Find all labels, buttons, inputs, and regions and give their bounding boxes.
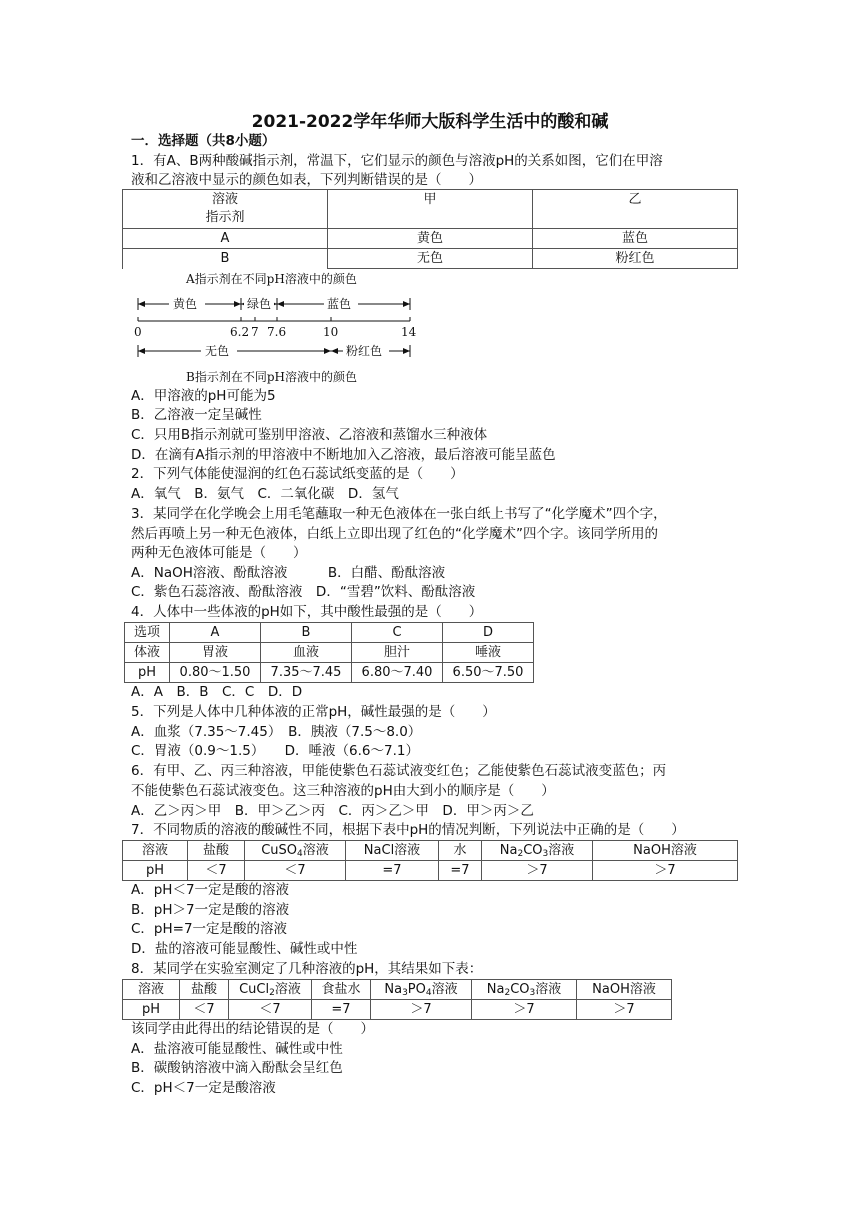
table-cell: ＞7 [593, 861, 738, 881]
diagram-top-caption: A指示剂在不同pH溶液中的颜色 [186, 272, 357, 286]
q7-option-a: A．pH＜7一定是酸的溶液 [131, 882, 290, 898]
table-cell: =7 [439, 861, 482, 881]
q2-stem: 2．下列气体能使湿润的红色石蕊试纸变蓝的是（ ） [131, 466, 464, 482]
table-cell: =7 [346, 861, 439, 881]
q2-options: A．氧气 B．氨气 C．二氧化碳 D．氢气 [131, 486, 399, 502]
q8-option-c: C．pH＜7一定是酸溶液 [131, 1080, 276, 1096]
table-cell: C [352, 623, 443, 643]
table-cell: ＞7 [577, 1000, 672, 1020]
q7-table [122, 840, 738, 881]
table-cell: pH [125, 663, 170, 683]
b-label-colorless: 无色 [205, 344, 230, 358]
table-cell: D [443, 623, 534, 643]
table-cell: 黄色 [328, 229, 533, 249]
q5-stem: 5．下列是人体中几种体液的正常pH，碱性最强的是（ ） [131, 704, 496, 720]
q7-option-b: B．pH＞7一定是酸的溶液 [131, 902, 290, 918]
table-row [123, 229, 738, 249]
table-cell: CuSO$_4$溶液 [245, 841, 346, 861]
q1-stem-line2: 液和乙溶液中显示的颜色如表，下列判断错误的是（ ） [131, 172, 482, 188]
diagram-bottom-caption: B指示剂在不同pH溶液中的颜色 [186, 370, 357, 384]
table-row [125, 643, 534, 663]
table-row [125, 663, 534, 683]
table-row [123, 1000, 672, 1020]
table-cell: 唾液 [443, 643, 534, 663]
table-row [123, 190, 738, 229]
q7-stem: 7．不同物质的溶液的酸碱性不同，根据下表中pH的情况判断，下列说法中正确的是（ ） [131, 822, 685, 838]
table-cell: 蓝色 [533, 229, 738, 249]
table-row [123, 841, 738, 861]
table-row [123, 249, 738, 269]
a-label-yellow: 黄色 [173, 297, 198, 311]
table-cell: 溶液 [123, 980, 180, 1000]
table-row [123, 980, 672, 1000]
q3-line1: 3．某同学在化学晚会上用毛笔蘸取一种无色液体在一张白纸上书写了“化学魔术”四个字， [131, 506, 667, 522]
q8-option-a: A．盐溶液可能显酸性、碱性或中性 [131, 1041, 343, 1057]
table-header-cell: 乙 [533, 190, 738, 229]
q1-table [122, 189, 738, 269]
q7-option-c: C．pH=7一定是酸的溶液 [131, 921, 288, 937]
tick-label: 7 [251, 325, 259, 339]
b-label-pink: 粉红色 [346, 344, 383, 358]
table-cell: 选项 [125, 623, 170, 643]
table-header-cell: 甲 [328, 190, 533, 229]
q1-option-b: B．乙溶液一定呈碱性 [131, 407, 262, 423]
q8-table [122, 979, 672, 1020]
table-cell: ＜7 [188, 861, 245, 881]
table-cell: ＞7 [482, 861, 593, 881]
table-cell: ＜7 [229, 1000, 312, 1020]
table-cell: A [123, 229, 328, 249]
table-cell: 盐酸 [180, 980, 229, 1000]
a-label-green: 绿色 [247, 297, 272, 311]
table-cell: 水 [439, 841, 482, 861]
page-title: 2021-2022学年华师大版科学生活中的酸和碱 [251, 112, 609, 132]
q5-options-2: C．胃液（0.9～1.5） D．唾液（6.6～7.1） [131, 743, 419, 759]
table-cell: 食盐水 [312, 980, 371, 1000]
q1-option-c: C．只用B指示剂就可鉴别甲溶液、乙溶液和蒸馏水三种液体 [131, 427, 488, 443]
q8-after-table: 该同学由此得出的结论错误的是（ ） [131, 1021, 374, 1037]
q3-options-2: C．紫色石蕊溶液、酚酞溶液 D．“雪碧”饮料、酚酞溶液 [131, 584, 476, 600]
table-cell: 0.80～1.50 [170, 663, 261, 683]
table-cell: pH [123, 1000, 180, 1020]
table-cell: 盐酸 [188, 841, 245, 861]
q6-line1: 6．有甲、乙、丙三种溶液，甲能使紫色石蕊试液变红色；乙能使紫色石蕊试液变蓝色；丙 [131, 763, 667, 779]
q5-options-1: A．血浆（7.35～7.45） B．胰液（7.5～8.0） [131, 724, 422, 740]
table-cell: CuCl$_2$溶液 [229, 980, 312, 1000]
tick-label: 14 [401, 325, 417, 339]
header-top: 溶液 [211, 192, 238, 207]
tick-label: 6.2 [230, 325, 250, 339]
table-cell: NaOH溶液 [577, 980, 672, 1000]
q8-stem: 8．某同学在实验室测定了几种溶液的pH，其结果如下表： [131, 961, 483, 977]
table-cell: 血液 [261, 643, 352, 663]
indicator-ph-diagram [131, 268, 421, 388]
q3-line3: 两种无色液体可能是（ ） [131, 545, 307, 561]
q4-stem: 4．人体中一些体液的pH如下，其中酸性最强的是（ ） [131, 604, 483, 620]
q1-stem-line1: 1．有A、B两种酸碱指示剂，常温下，它们显示的颜色与溶液pH的关系如图，它们在甲溶 [131, 153, 663, 169]
table-row [123, 861, 738, 881]
section-heading: 一．选择题（共8小题） [131, 133, 276, 149]
table-cell: $Na_2CO_3$溶液 [482, 841, 593, 861]
table-cell: B [123, 249, 328, 269]
q3-line2: 然后再喷上另一种无色液体，白纸上立即出现了红色的“化学魔术”四个字。该同学所用的 [131, 526, 658, 542]
q1-option-a: A．甲溶液的pH可能为5 [131, 388, 276, 404]
table-cell: 7.35～7.45 [261, 663, 352, 683]
table-cell: NaOH溶液 [593, 841, 738, 861]
q3-options-1: A．NaOH溶液、酚酞溶液 B．白醋、酚酞溶液 [131, 565, 446, 581]
q8-option-b: B．碳酸钠溶液中滴入酚酞会呈红色 [131, 1060, 343, 1076]
q6-options: A．乙＞丙＞甲 B．甲＞乙＞丙 C．丙＞乙＞甲 D．甲＞丙＞乙 [131, 803, 534, 819]
table-cell: ＞7 [472, 1000, 577, 1020]
tick-label: 0 [134, 325, 142, 339]
table-cell: 无色 [328, 249, 533, 269]
q4-options: A．A B．B C．C D．D [131, 684, 303, 700]
table-cell: NaCl溶液 [346, 841, 439, 861]
tick-label: 10 [323, 325, 339, 339]
table-cell: =7 [312, 1000, 371, 1020]
tick-label: 7.6 [267, 325, 287, 339]
table-cell: 6.50～7.50 [443, 663, 534, 683]
table-cell: ＞7 [371, 1000, 472, 1020]
header-bottom: 指示剂 [205, 210, 245, 225]
table-cell: 粉红色 [533, 249, 738, 269]
table-header-cell [123, 190, 328, 229]
table-cell: 体液 [125, 643, 170, 663]
table-cell: 胆汁 [352, 643, 443, 663]
table-cell: A [170, 623, 261, 643]
table-cell: $Na_3PO_4$溶液 [371, 980, 472, 1000]
q7-option-d: D．盐的溶液可能显酸性、碱性或中性 [131, 941, 358, 957]
table-cell: 胃液 [170, 643, 261, 663]
table-cell: pH [123, 861, 188, 881]
a-label-blue: 蓝色 [327, 297, 352, 311]
q6-line2: 不能使紫色石蕊试液变色。这三种溶液的pH由大到小的顺序是（ ） [131, 783, 555, 799]
table-cell: 溶液 [123, 841, 188, 861]
table-cell: 6.80～7.40 [352, 663, 443, 683]
table-cell: $Na_2CO_3$溶液 [472, 980, 577, 1000]
q1-option-d: D．在滴有A指示剂的甲溶液中不断地加入乙溶液，最后溶液可能呈蓝色 [131, 447, 556, 463]
table-row [125, 623, 534, 643]
q4-table [124, 622, 534, 683]
table-cell: ＜7 [245, 861, 346, 881]
table-cell: B [261, 623, 352, 643]
table-cell: ＜7 [180, 1000, 229, 1020]
